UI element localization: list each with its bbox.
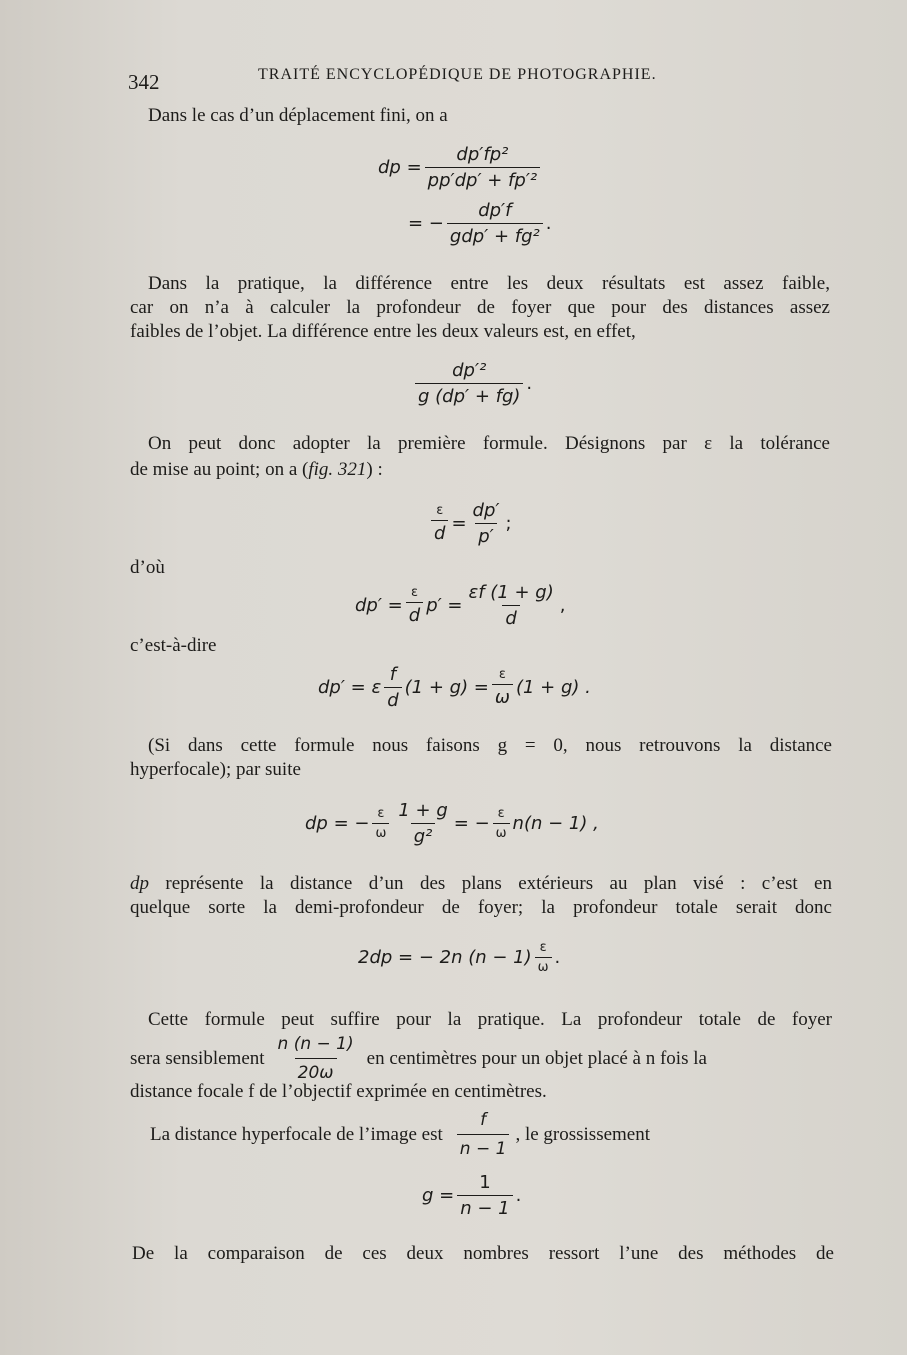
figure-reference: fig. 321: [308, 459, 367, 480]
fraction-denominator: n − 1: [457, 1195, 512, 1219]
eq-lhs: dp =: [378, 157, 422, 178]
fraction-denominator: ω: [493, 823, 510, 841]
fraction-denominator: ω: [492, 684, 513, 708]
fraction-denominator: ω: [535, 957, 552, 975]
text-run: ) :: [366, 459, 383, 480]
equation-1: [378, 144, 543, 191]
fraction-denominator: d: [431, 520, 448, 544]
fraction-numerator: 1 + g: [398, 800, 448, 821]
fraction-denominator: gdp′ + fg²: [447, 223, 543, 247]
paragraph-line: [150, 1108, 650, 1161]
paragraph-text: Dans la pratique, la différence entre les deux résultats est assez faible,: [148, 273, 830, 294]
eq-lhs: dp′ =: [355, 595, 403, 616]
fraction-numerator: n (n − 1): [277, 1034, 354, 1054]
eq-lhs: dp = −: [305, 813, 370, 834]
equation-8: 2dp = − 2n (n − 1) $\frac{\varepsilon}{\omega}$ .: [358, 940, 561, 975]
paragraph-text: hyperfocale); par suite: [130, 759, 301, 780]
fraction-denominator: g²: [411, 823, 436, 847]
math-symbol: dp: [130, 873, 149, 894]
text-run: , le grossissement: [515, 1123, 651, 1145]
fraction-denominator: ω: [372, 823, 389, 841]
text-run: de mise au point; on a (: [130, 459, 309, 480]
fraction-numerator: dp′fp²: [456, 144, 509, 165]
eq-part: p′ =: [426, 595, 463, 616]
fraction-denominator: n − 1: [457, 1134, 510, 1161]
equation-9: g = $\frac{1}{n - 1}$ .: [422, 1172, 522, 1219]
paragraph-text: Dans le cas d’un déplacement fini, on a: [148, 105, 448, 126]
fraction-numerator: ε: [410, 585, 418, 600]
fraction-numerator: ε: [539, 940, 547, 955]
fraction-denominator: 20ω: [295, 1058, 337, 1085]
paragraph-text: d’où: [130, 557, 165, 578]
eq-lhs: = −: [408, 213, 444, 234]
eq-part: = −: [453, 813, 490, 834]
paragraph-line: [130, 872, 832, 896]
paragraph-text: faibles de l’objet. La différence entre les deux valeurs est, en effet,: [130, 321, 636, 342]
paragraph-text: De la comparaison de ces deux nombres ressort l’une des méthodes de: [132, 1243, 834, 1264]
fraction-numerator: ε: [436, 503, 444, 518]
equation-2: = − $\frac{dp'f}{\text{gdp′ + fg²}}$ .: [408, 200, 552, 247]
fraction-denominator: d: [406, 602, 423, 626]
equation-7: [305, 800, 599, 847]
equation-4: $\frac{\varepsilon}{d}$ = $\frac{dp'}{p'}$ ;: [428, 500, 512, 547]
paragraph-line: [130, 1032, 707, 1085]
fraction-numerator: ε: [498, 667, 506, 682]
paragraph-text: Cette formule peut suffire pour la pratique. La profondeur totale de foyer: [148, 1009, 832, 1030]
eq-lhs: g =: [422, 1185, 455, 1206]
eq-part: n(n − 1) ,: [512, 813, 599, 834]
fraction-numerator: dp′f: [478, 200, 512, 221]
fraction-numerator: f: [389, 664, 397, 685]
equation-6: [318, 664, 591, 711]
text-run: La distance hyperfocale de l’image est: [150, 1123, 443, 1145]
eq-part: (1 + g) =: [404, 677, 489, 698]
text-run: représente la distance d’un des plans extérieurs au plan visé : c’est en: [149, 873, 832, 894]
fraction-numerator: εf (1 + g): [468, 582, 554, 603]
fraction-denominator: p′: [475, 523, 497, 547]
eq-lhs: 2dp = − 2n (n − 1): [358, 947, 532, 968]
eq-lhs: dp′ = ε: [318, 677, 382, 698]
fraction-denominator: d: [502, 605, 519, 629]
page-number: 342: [128, 70, 160, 94]
text-run: sera sensiblement: [130, 1047, 265, 1069]
fraction-denominator: pp′dp′ + fp′²: [425, 167, 540, 191]
fraction-denominator: g (dp′ + fg): [415, 383, 523, 407]
equation-5: dp′ = $\frac{\varepsilon}{d}$ p′ = $\frac{\varepsilon f (1 + g)}{d}$ ,: [355, 582, 566, 629]
fraction-numerator: dp′²: [452, 360, 487, 381]
fraction-denominator: d: [384, 687, 401, 711]
fraction-numerator: f: [480, 1110, 487, 1130]
eq-part: (1 + g) .: [515, 677, 591, 698]
paragraph-text: quelque sorte la demi-profondeur de foyer; la profondeur totale serait donc: [130, 897, 832, 918]
paragraph-text: On peut donc adopter la première formule. Désignons par ε la tolérance: [148, 433, 830, 454]
paragraph-text: car on n’a à calculer la profondeur de foyer que pour des distances assez: [130, 297, 830, 318]
text-run: en centimètres pour un objet placé à n fois la: [366, 1047, 707, 1069]
paragraph-text: distance focale f de l’objectif exprimée en centimètres.: [130, 1081, 547, 1102]
fraction-numerator: ε: [497, 806, 505, 821]
fraction-numerator: 1: [479, 1172, 491, 1193]
paragraph-text: c’est-à-dire: [130, 635, 217, 656]
eq-sign: =: [451, 513, 467, 534]
running-title: TRAITÉ ENCYCLOPÉDIQUE DE PHOTOGRAPHIE.: [258, 66, 657, 83]
fraction-numerator: ε: [377, 806, 385, 821]
fraction-numerator: dp′: [472, 500, 500, 521]
equation-3: $\frac{\text{dp′²}}{g (dp' + fg)}$ .: [412, 360, 532, 407]
paragraph-text: (Si dans cette formule nous faisons g = 0, nous retrouvons la distance: [148, 735, 832, 756]
paragraph-line: [130, 458, 383, 482]
